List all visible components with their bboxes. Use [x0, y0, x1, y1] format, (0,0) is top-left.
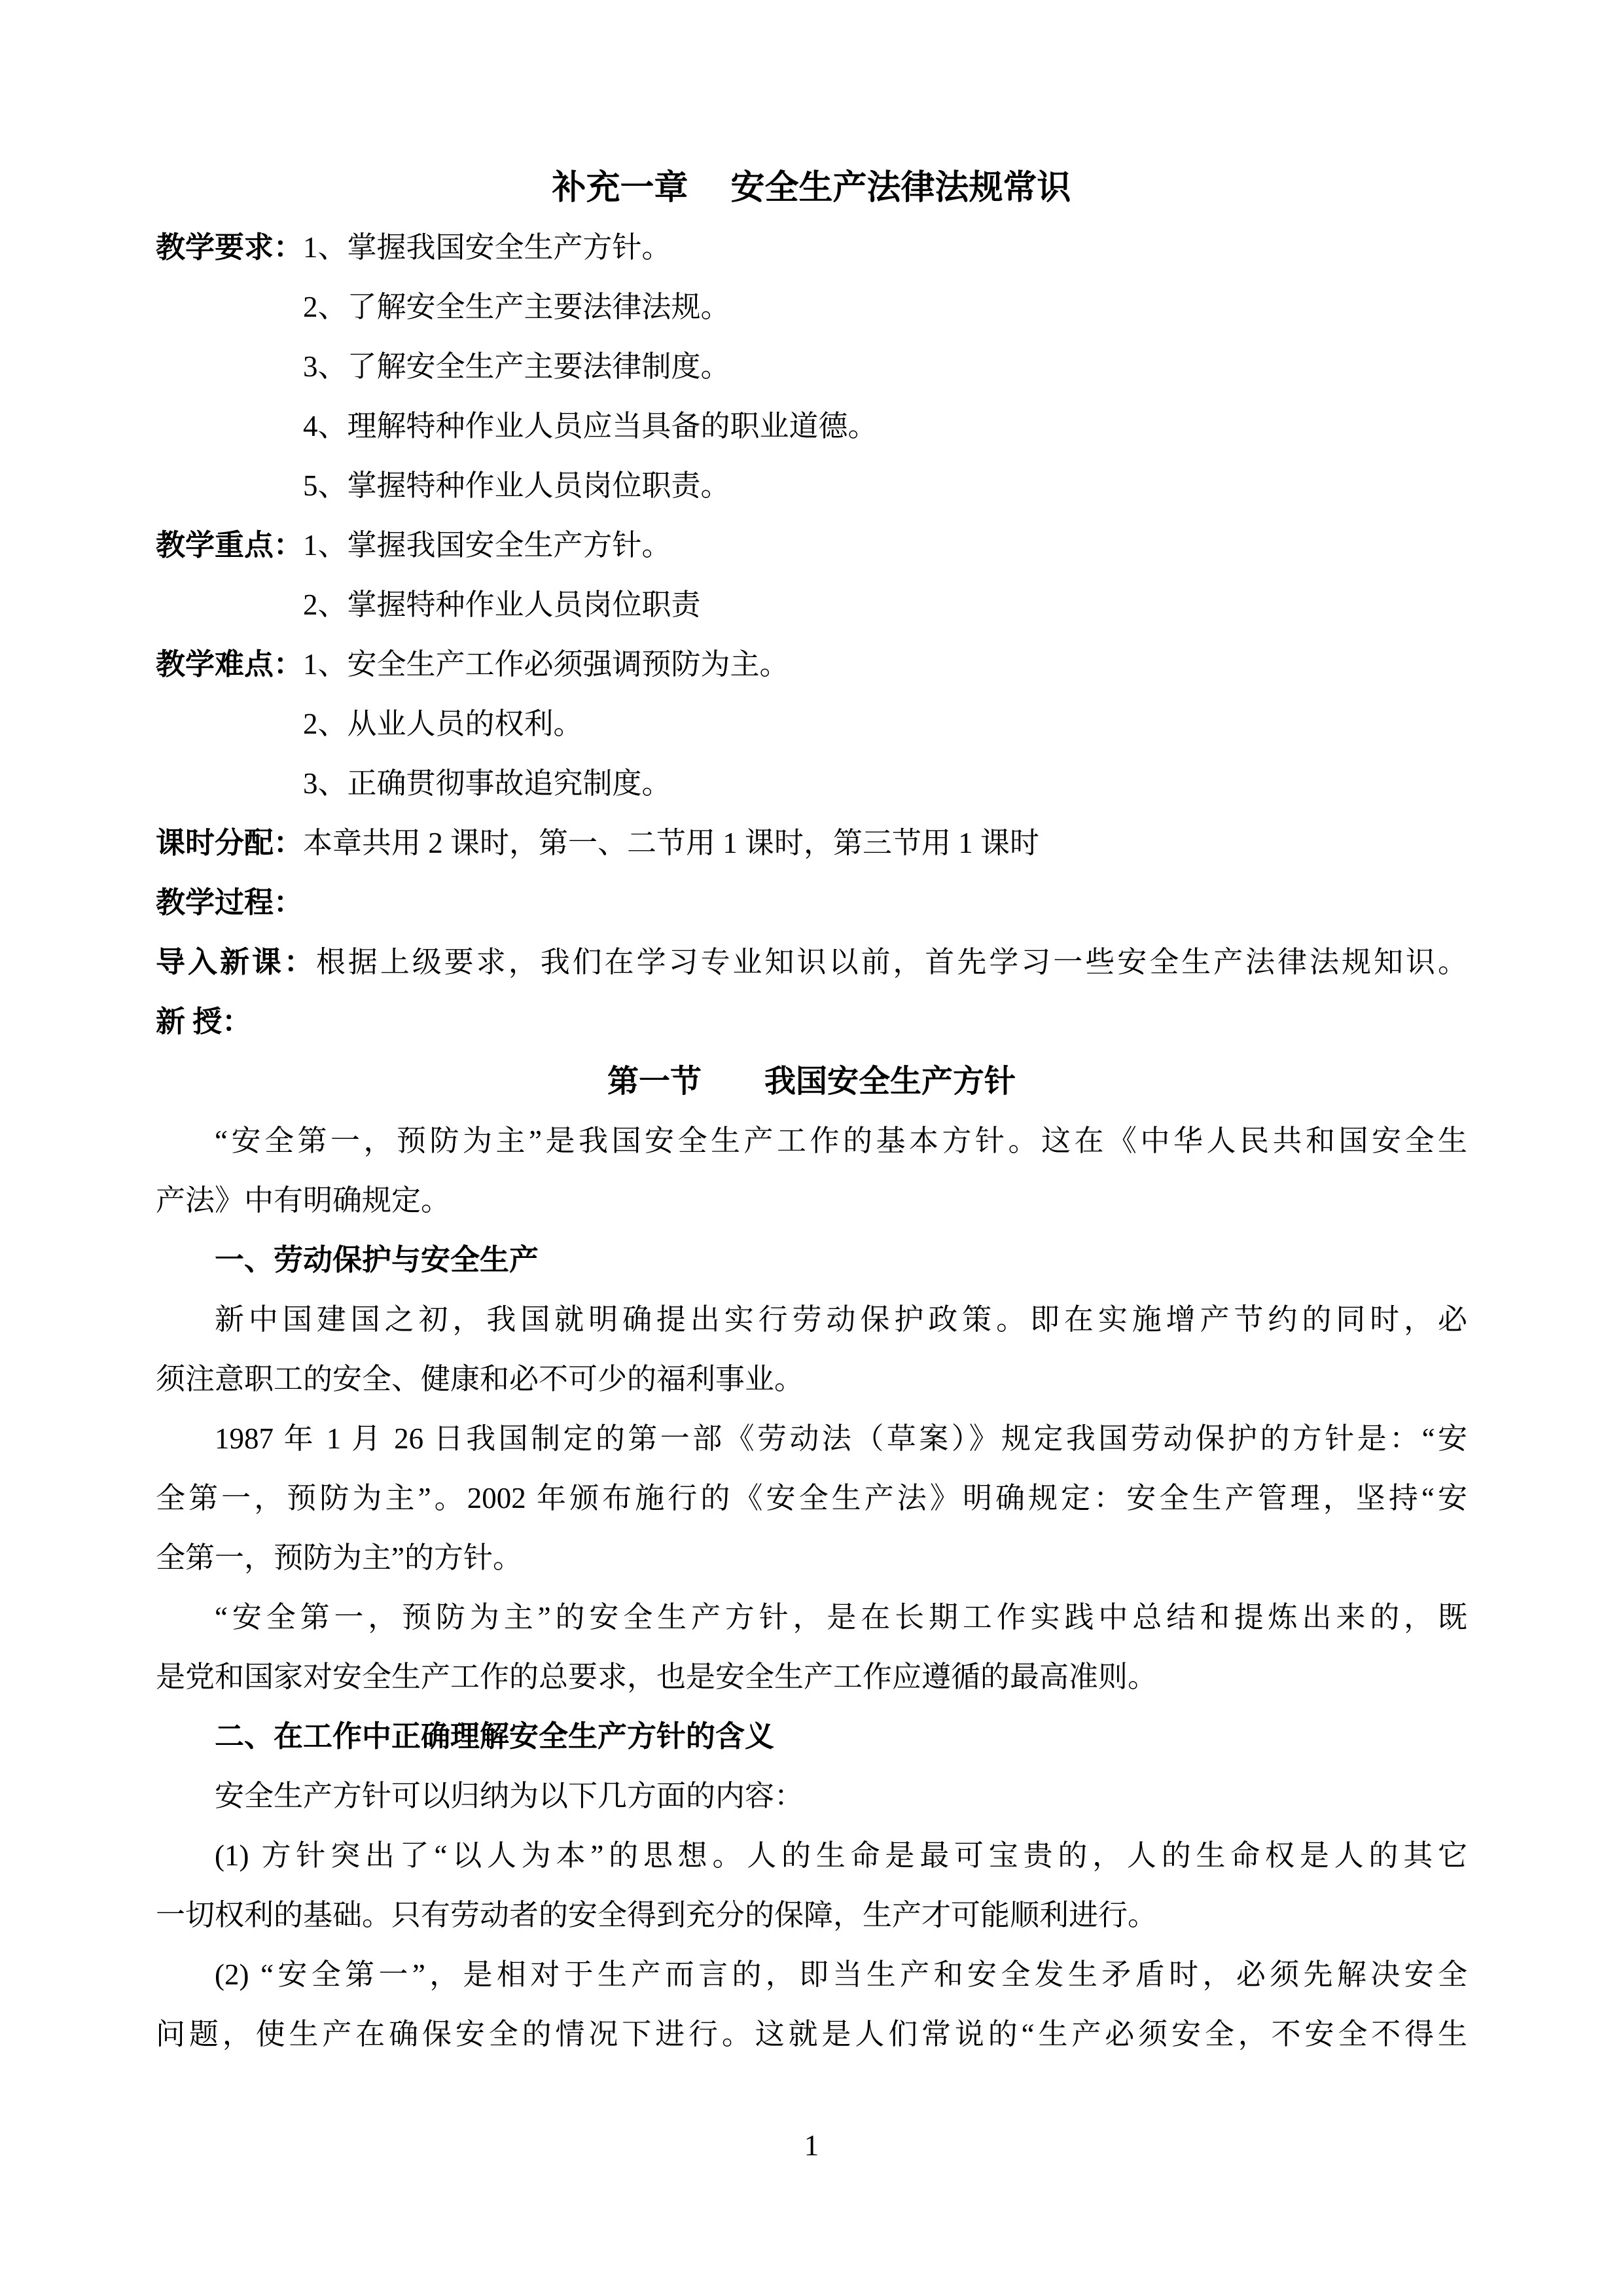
paragraph-line [156, 1886, 1467, 1945]
body-text: 1、安全生产工作必须强调预防为主。 [303, 648, 789, 681]
body-text: (1) 方针突出了“以人为本”的思想。人的生命是最可宝贵的，人的生命权是人的其它 [215, 1839, 1467, 1872]
body-text: “安全第一，预防为主”的安全生产方针，是在长期工作实践中总结和提炼出来的，既 [215, 1601, 1467, 1634]
body-text: 一切权利的基础。只有劳动者的安全得到充分的保障，生产才可能顺利进行。 [156, 1899, 1158, 1931]
focus-item [156, 575, 1467, 635]
body-text: 须注意职工的安全、健康和必不可少的福利事业。 [156, 1363, 804, 1395]
requirement-item [156, 337, 1467, 397]
paragraph-line [156, 1469, 1467, 1528]
body-text: 3、了解安全生产主要法律制度。 [303, 350, 730, 383]
teaching-requirements-line [156, 218, 1467, 278]
requirement-item [156, 278, 1467, 337]
bold-text: 二、在工作中正确理解安全生产方针的含义 [215, 1720, 775, 1753]
body-text: 2、从业人员的权利。 [303, 708, 583, 740]
page-number: 1 [804, 2129, 819, 2162]
body-text: 根据上级要求，我们在学习专业知识以前，首先学习一些安全生产法律法规知识。 [315, 946, 1467, 978]
bold-text: 一、劳动保护与安全生产 [215, 1244, 539, 1276]
paragraph-line [156, 1290, 1467, 1350]
bold-text: 补充一章 安全生产法律法规常识 [552, 170, 1071, 207]
bold-text: 教学难点： [156, 648, 304, 681]
section-heading [156, 1052, 1467, 1111]
requirement-item [156, 397, 1467, 456]
paragraph-line [156, 1528, 1467, 1588]
bold-text: 教学要求： [156, 231, 304, 264]
paragraph-line [156, 1111, 1467, 1171]
body-text: “安全第一，预防为主”是我国安全生产工作的基本方针。这在《中华人民共和国安全生 [215, 1124, 1467, 1157]
lead-in-line [156, 933, 1467, 992]
body-text: 问题，使生产在确保安全的情况下进行。这就是人们常说的“生产必须安全，不安全不得生 [156, 2018, 1467, 2051]
numbered-point-line [156, 1945, 1467, 2005]
body-text: (2) “安全第一”，是相对于生产而言的，即当生产和安全发生矛盾时，必须先解决安全 [215, 1958, 1467, 1991]
body-text: 2、了解安全生产主要法律法规。 [303, 291, 730, 323]
body-text: 全第一，预防为主”。2002 年颁布施行的《安全生产法》明确规定：安全生产管理，坚持“安 [156, 1482, 1467, 1515]
body-text: 1、掌握我国安全生产方针。 [303, 231, 671, 264]
bold-text: 课时分配： [156, 827, 304, 859]
subsection-heading-2 [156, 1707, 1467, 1767]
numbered-point-line [156, 1826, 1467, 1886]
body-text: 全第一，预防为主”的方针。 [156, 1541, 522, 1574]
teaching-process-line [156, 873, 1467, 933]
paragraph-line [156, 1171, 1467, 1230]
difficulty-item [156, 694, 1467, 754]
paragraph-line [156, 1767, 1467, 1826]
document-body [156, 158, 1467, 2064]
class-hours-line [156, 814, 1467, 873]
body-text: 本章共用 2 课时，第一、二节用 1 课时，第三节用 1 课时 [303, 827, 1040, 859]
body-text: 2、掌握特种作业人员岗位职责 [303, 588, 701, 621]
teaching-focus-line [156, 516, 1467, 575]
bold-text: 教学重点： [156, 529, 304, 562]
body-text: 5、掌握特种作业人员岗位职责。 [303, 469, 730, 502]
chapter-title [156, 158, 1467, 218]
paragraph-line [156, 1409, 1467, 1469]
paragraph-line [156, 2005, 1467, 2064]
body-text: 1987 年 1 月 26 日我国制定的第一部《劳动法（草案）》规定我国劳动保护的方针是：“安 [215, 1422, 1467, 1455]
paragraph-line [156, 1588, 1467, 1647]
body-text: 3、正确贯彻事故追究制度。 [303, 767, 671, 800]
bold-text: 教学过程： [156, 886, 304, 919]
requirement-item [156, 456, 1467, 516]
teaching-difficulty-line [156, 635, 1467, 694]
body-text: 是党和国家对安全生产工作的总要求，也是安全生产工作应遵循的最高准则。 [156, 1660, 1158, 1693]
body-text: 1、掌握我国安全生产方针。 [303, 529, 671, 562]
difficulty-item [156, 754, 1467, 814]
bold-text: 导入新课： [156, 946, 316, 978]
bold-text: 新 授： [156, 1005, 252, 1038]
paragraph-line [156, 1350, 1467, 1409]
body-text: 新中国建国之初，我国就明确提出实行劳动保护政策。即在实施增产节约的同时，必 [215, 1303, 1467, 1336]
paragraph-line [156, 1647, 1467, 1707]
body-text: 4、理解特种作业人员应当具备的职业道德。 [303, 410, 878, 442]
bold-text: 第一节 我国安全生产方针 [607, 1064, 1016, 1099]
page-footer [0, 2126, 1623, 2165]
body-text: 产法》中有明确规定。 [156, 1184, 451, 1217]
new-lesson-line [156, 992, 1467, 1052]
body-text: 安全生产方针可以归纳为以下几方面的内容： [215, 1780, 804, 1812]
subsection-heading-1 [156, 1230, 1467, 1290]
